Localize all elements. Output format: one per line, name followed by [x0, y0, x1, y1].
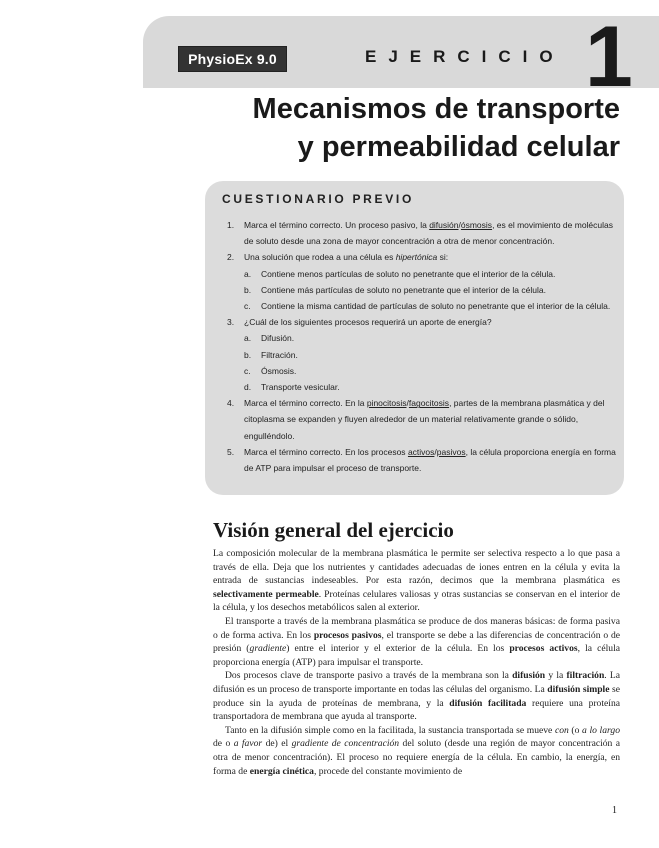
text-run: , la célula proporciona energía (ATP) para impulsar el transporte. — [213, 643, 620, 668]
term-option[interactable]: difusión — [429, 220, 459, 230]
answer-option[interactable] — [244, 363, 619, 379]
option-letter: b. — [244, 284, 252, 295]
text-run: (o — [568, 724, 583, 736]
question-text: Marca el término correcto. En los procesos — [244, 446, 408, 457]
text-run: de) el — [262, 738, 292, 750]
overview-body — [213, 547, 620, 778]
paragraph-4 — [213, 724, 620, 778]
quiz-question-1 — [227, 217, 619, 249]
option-letter: c. — [244, 301, 251, 312]
title-line-1: Mecanismos de transporte — [252, 93, 620, 125]
bold-term: difusión — [512, 670, 546, 682]
option-letter: d. — [244, 382, 252, 393]
text-run: ) entre el interior y el exterior de la célula. En los — [286, 643, 510, 655]
term-separator: / — [434, 446, 437, 457]
option-letter: a. — [244, 268, 252, 279]
quiz-question-3 — [227, 314, 619, 395]
italic-term: gradiente de concentración — [291, 738, 400, 750]
text-run: Dos procesos clave de transporte pasivo a través de la membrana son la — [225, 670, 513, 682]
option-text: Filtración. — [261, 349, 298, 360]
answer-option[interactable] — [244, 298, 619, 314]
answer-option[interactable] — [244, 282, 619, 298]
paragraph-3 — [213, 669, 620, 723]
text-run: se produce sin la ayuda de proteínas de membrana, y la — [213, 683, 620, 709]
bold-term: difusión facilitada — [449, 697, 527, 709]
bold-term: procesos pasivos — [313, 629, 382, 641]
question-number: 4. — [227, 398, 235, 409]
text-run: La composición molecular de la membrana plasmática le permite ser selectiva respecto a lo que pasa a través de ella. Deja que los nutrientes y cantidades adecuadas de iones entren en la célula y evita la entrada de sustancias indeseables. Por esta razón, decimos que la membrana plasmática es — [213, 548, 620, 587]
term-separator: / — [406, 398, 409, 409]
text-run: requiere una proteína transportadora de membrana que ayuda al transporte. — [213, 697, 621, 723]
option-text: Contiene más partículas de soluto no penetrante que el interior de la célula. — [261, 284, 546, 295]
text-run: y la — [545, 670, 567, 682]
text-run: , el transporte se debe a las diferencias de concentración o de presión ( — [213, 629, 620, 655]
option-text: Contiene menos partículas de soluto no penetrante que el interior de la célula. — [261, 268, 556, 279]
italic-term: a favor — [233, 738, 263, 750]
paragraph-2 — [213, 615, 620, 669]
text-run: . La difusión es un proceso de transporte importante en todas las células del organismo. La — [213, 670, 621, 695]
exercise-number: 1 — [585, 9, 633, 105]
question-text: Una solución que rodea a una célula es — [244, 252, 396, 263]
answer-option[interactable] — [244, 330, 619, 346]
page-title — [200, 90, 620, 166]
physioex-logo: PhysioEx 9.0 — [178, 46, 287, 72]
answer-options — [244, 330, 619, 395]
text-run: , procede del constante movimiento de — [313, 765, 463, 777]
text-run: . Proteínas celulares valiosas y otras sustancias se conservan en el interior de la célula, y los desechos metabólicos salen al exterior. — [213, 588, 620, 614]
italic-term: con — [554, 724, 569, 736]
term-option[interactable]: activos — [407, 446, 435, 457]
emphasis-term: hipertónica — [395, 252, 438, 263]
text-run: El transporte a través de la membrana plasmática se produce de dos maneras básicas: de forma pasiva o de forma activa. En los — [213, 615, 620, 641]
option-text: Transporte vesicular. — [261, 382, 340, 393]
text-run: del soluto (desde una región de mayor concentración a otra de menor concentración). El proceso no requiere energía de la célula. En cambio, la energía, en forma de — [213, 738, 621, 777]
term-option[interactable]: pasivos — [436, 446, 466, 457]
question-number: 1. — [227, 220, 235, 230]
exercise-label: EJERCICIO — [365, 47, 565, 66]
option-letter: c. — [244, 365, 251, 376]
question-text: si: — [437, 252, 449, 263]
title-line-2: y permeabilidad celular — [297, 131, 620, 163]
term-separator: / — [458, 220, 461, 230]
quiz-question-4 — [227, 395, 619, 444]
option-letter: a. — [244, 333, 252, 344]
page-number: 1 — [612, 805, 617, 816]
option-text: Difusión. — [261, 333, 295, 344]
bold-term: selectivamente permeable — [213, 588, 319, 600]
term-option[interactable]: pinocitosis — [366, 398, 407, 409]
option-text: Contiene la misma cantidad de partículas de soluto no penetrante que el interior de la célula. — [261, 301, 611, 312]
bold-term: filtración — [566, 670, 605, 682]
question-text: ¿Cuál de los siguientes procesos requerirá un aporte de energía? — [244, 317, 492, 328]
section-heading: Visión general del ejercicio — [213, 518, 454, 542]
question-text: , es el movimiento de moléculas de soluto desde una zona de mayor concentración a otra de menor concentración. — [244, 220, 614, 247]
question-number: 2. — [227, 252, 235, 263]
question-text: Marca el término correcto. En la — [244, 398, 367, 409]
paragraph-1 — [213, 547, 620, 615]
term-option[interactable]: ósmosis — [460, 220, 493, 230]
answer-options — [244, 266, 619, 315]
question-number: 3. — [227, 317, 235, 328]
answer-option[interactable] — [244, 379, 619, 395]
text-run: Tanto en la difusión simple como en la facilitada, la sustancia transportada se mueve — [225, 724, 555, 736]
bold-term: energía cinética — [249, 765, 314, 777]
pre-quiz-box — [205, 181, 624, 495]
quiz-question-2 — [227, 249, 619, 314]
question-text: , partes de la membrana plasmática y del citoplasma se expanden y fluyen alrededor de un material relativamente grande o sólido, engulléndolo. — [244, 398, 605, 441]
bold-term: procesos activos — [509, 643, 578, 655]
option-letter: b. — [244, 349, 252, 360]
answer-option[interactable] — [244, 266, 619, 282]
question-text: Marca el término correcto. Un proceso pasivo, la — [244, 220, 430, 230]
quiz-question-list — [227, 217, 619, 476]
term-option[interactable]: fagocitosis — [408, 398, 450, 409]
question-number: 5. — [227, 446, 235, 457]
text-run: de o — [213, 738, 234, 750]
quiz-heading: CUESTIONARIO PREVIO — [222, 192, 414, 206]
quiz-question-5 — [227, 444, 619, 476]
option-text: Ósmosis. — [261, 365, 297, 376]
bold-term: difusión simple — [547, 683, 610, 695]
italic-term: gradiente — [249, 643, 287, 655]
italic-term: a lo largo — [582, 724, 620, 736]
answer-option[interactable] — [244, 347, 619, 363]
question-text: , la célula proporciona energía en forma de ATP para impulsar el proceso de transporte. — [244, 446, 616, 474]
